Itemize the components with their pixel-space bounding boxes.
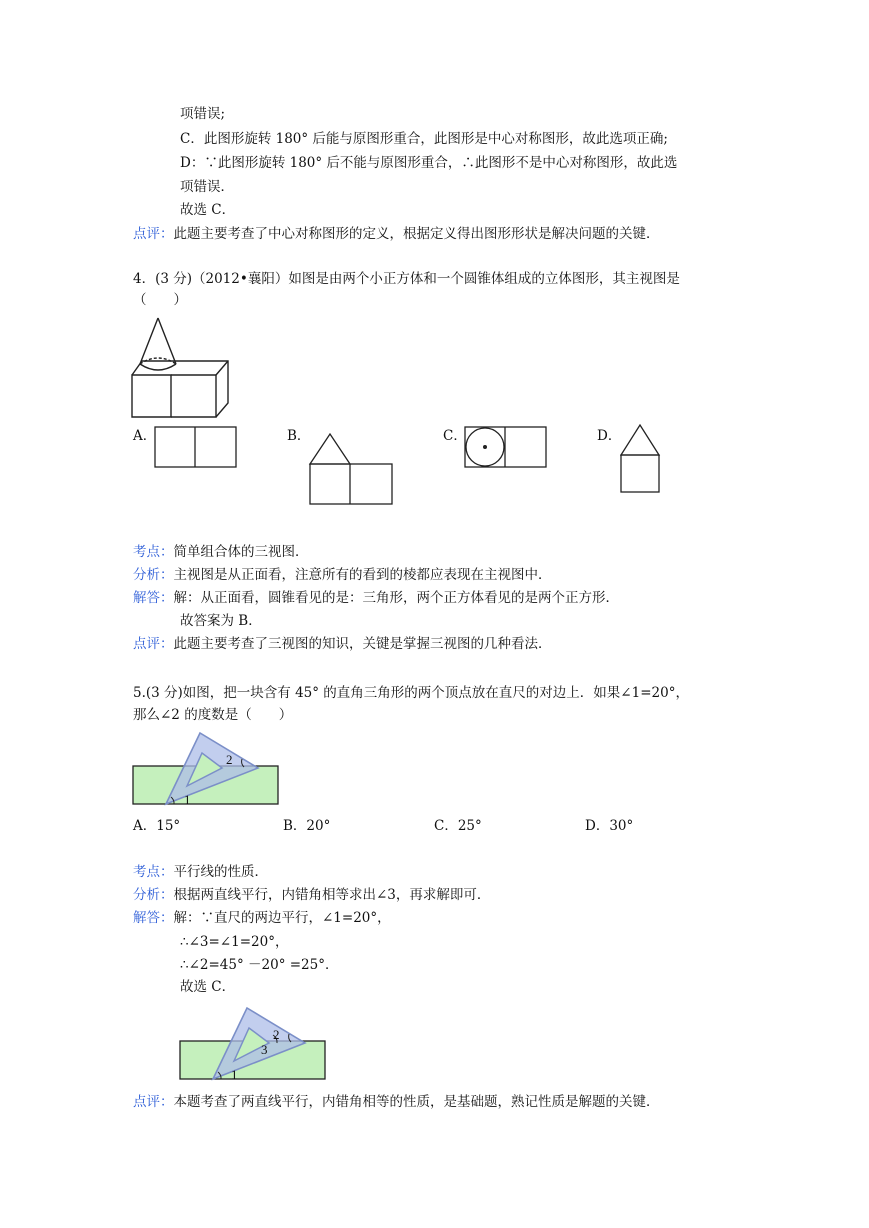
q3-text-line-2: C．此图形旋转 180° 后能与原图形重合，此图形是中心对称图形，故此选项正确; <box>180 131 668 147</box>
q5-kaodian-text: 平行线的性质． <box>173 864 268 880</box>
q5-kaodian-tag: 考点： <box>133 864 174 880</box>
q5-option-a: A．15° <box>133 818 181 834</box>
q4-fenxi-tag: 分析： <box>133 567 174 583</box>
q4-fenxi <box>133 566 552 584</box>
angle-1-label: 1 <box>184 792 191 807</box>
q4-option-a-figure <box>154 426 238 469</box>
q5-option-b: B．20° <box>283 818 331 834</box>
solution-angle-3-label: 3 <box>261 1042 268 1057</box>
q5-jieda <box>133 909 391 927</box>
q5-stem-line-2: 那么∠2 的度数是（ ） <box>133 707 293 723</box>
q4-option-c-figure <box>464 426 548 469</box>
q4-kaodian-text: 简单组合体的三视图． <box>173 544 309 560</box>
q4-solid-figure <box>128 312 234 422</box>
q4-stem-line-1: 4．(3 分)（2012•襄阳）如图是由两个小正方体和一个圆锥体组成的立体图形，其主视图是 <box>133 271 680 287</box>
q4-jieda-tag: 解答： <box>133 590 174 606</box>
q3-text-line-3: D：∵此图形旋转 180° 后不能与原图形重合，∴此图形不是中心对称图形，故此选 <box>180 155 678 171</box>
q5-option-c: C．25° <box>434 818 482 834</box>
q5-jieda-text-2: ∴∠3=∠1=20°， <box>180 934 289 950</box>
q5-jieda-text-3: ∴∠2=45° －20° =25°． <box>180 957 339 973</box>
q5-dianping-tag: 点评： <box>133 1094 174 1110</box>
q5-jieda-text-4: 故选 C． <box>180 979 236 995</box>
q5-fenxi <box>133 886 490 904</box>
q5-solution-figure <box>177 1005 329 1083</box>
q4-jieda-text-1: 解：从正面看，圆锥看见的是：三角形，两个正方体看见的是两个正方形． <box>173 590 619 606</box>
q4-option-d-figure <box>620 424 662 494</box>
q4-option-c-label: C． <box>443 428 467 444</box>
q3-text-line-4: 项错误． <box>180 179 234 195</box>
q5-fenxi-tag: 分析： <box>133 887 174 903</box>
q4-dianping <box>133 635 552 653</box>
q5-stem-line-1: 5.(3 分)如图，把一块含有 45° 的直角三角形的两个顶点放在直尺的对边上．如果∠1=20°， <box>133 685 689 701</box>
q3-text-line-1: 项错误; <box>180 106 226 122</box>
q4-kaodian <box>133 543 309 561</box>
q4-option-a-label: A． <box>133 428 157 444</box>
q4-dianping-text: 此题主要考查了三视图的知识，关键是掌握三视图的几种看法． <box>173 636 552 652</box>
q5-jieda-tag: 解答： <box>133 910 174 926</box>
q3-comment-tag: 点评： <box>133 226 174 242</box>
solution-angle-1-label: 1 <box>231 1067 238 1082</box>
q4-fenxi-text: 主视图是从正面看，注意所有的看到的棱都应表现在主视图中． <box>173 567 552 583</box>
q4-jieda-text-2: 故答案为 B． <box>180 613 262 629</box>
q5-option-d: D．30° <box>585 818 634 834</box>
solution-angle-2-label: 2 <box>273 1027 280 1042</box>
q4-jieda <box>133 589 619 607</box>
q5-kaodian <box>133 863 268 881</box>
angle-2-label: 2 <box>226 752 233 767</box>
q5-dianping <box>133 1093 660 1111</box>
q3-text-line-5: 故选 C． <box>180 202 236 218</box>
q4-option-b-figure <box>308 433 394 507</box>
q4-option-d-label: D． <box>597 428 622 444</box>
q4-option-b-label: B． <box>287 428 311 444</box>
q3-comment <box>133 225 660 243</box>
q4-dianping-tag: 点评： <box>133 636 174 652</box>
q4-stem-line-2: （ ） <box>133 292 187 308</box>
q5-ruler-triangle-figure <box>130 730 282 808</box>
q5-jieda-text-1: 解：∵直尺的两边平行，∠1=20°， <box>173 910 391 926</box>
q3-comment-text: 此题主要考查了中心对称图形的定义，根据定义得出图形形状是解决问题的关键． <box>173 226 660 242</box>
q4-kaodian-tag: 考点： <box>133 544 174 560</box>
q5-fenxi-text: 根据两直线平行，内错角相等求出∠3，再求解即可． <box>173 887 491 903</box>
q5-dianping-text: 本题考查了两直线平行，内错角相等的性质，是基础题，熟记性质是解题的关键． <box>173 1094 660 1110</box>
